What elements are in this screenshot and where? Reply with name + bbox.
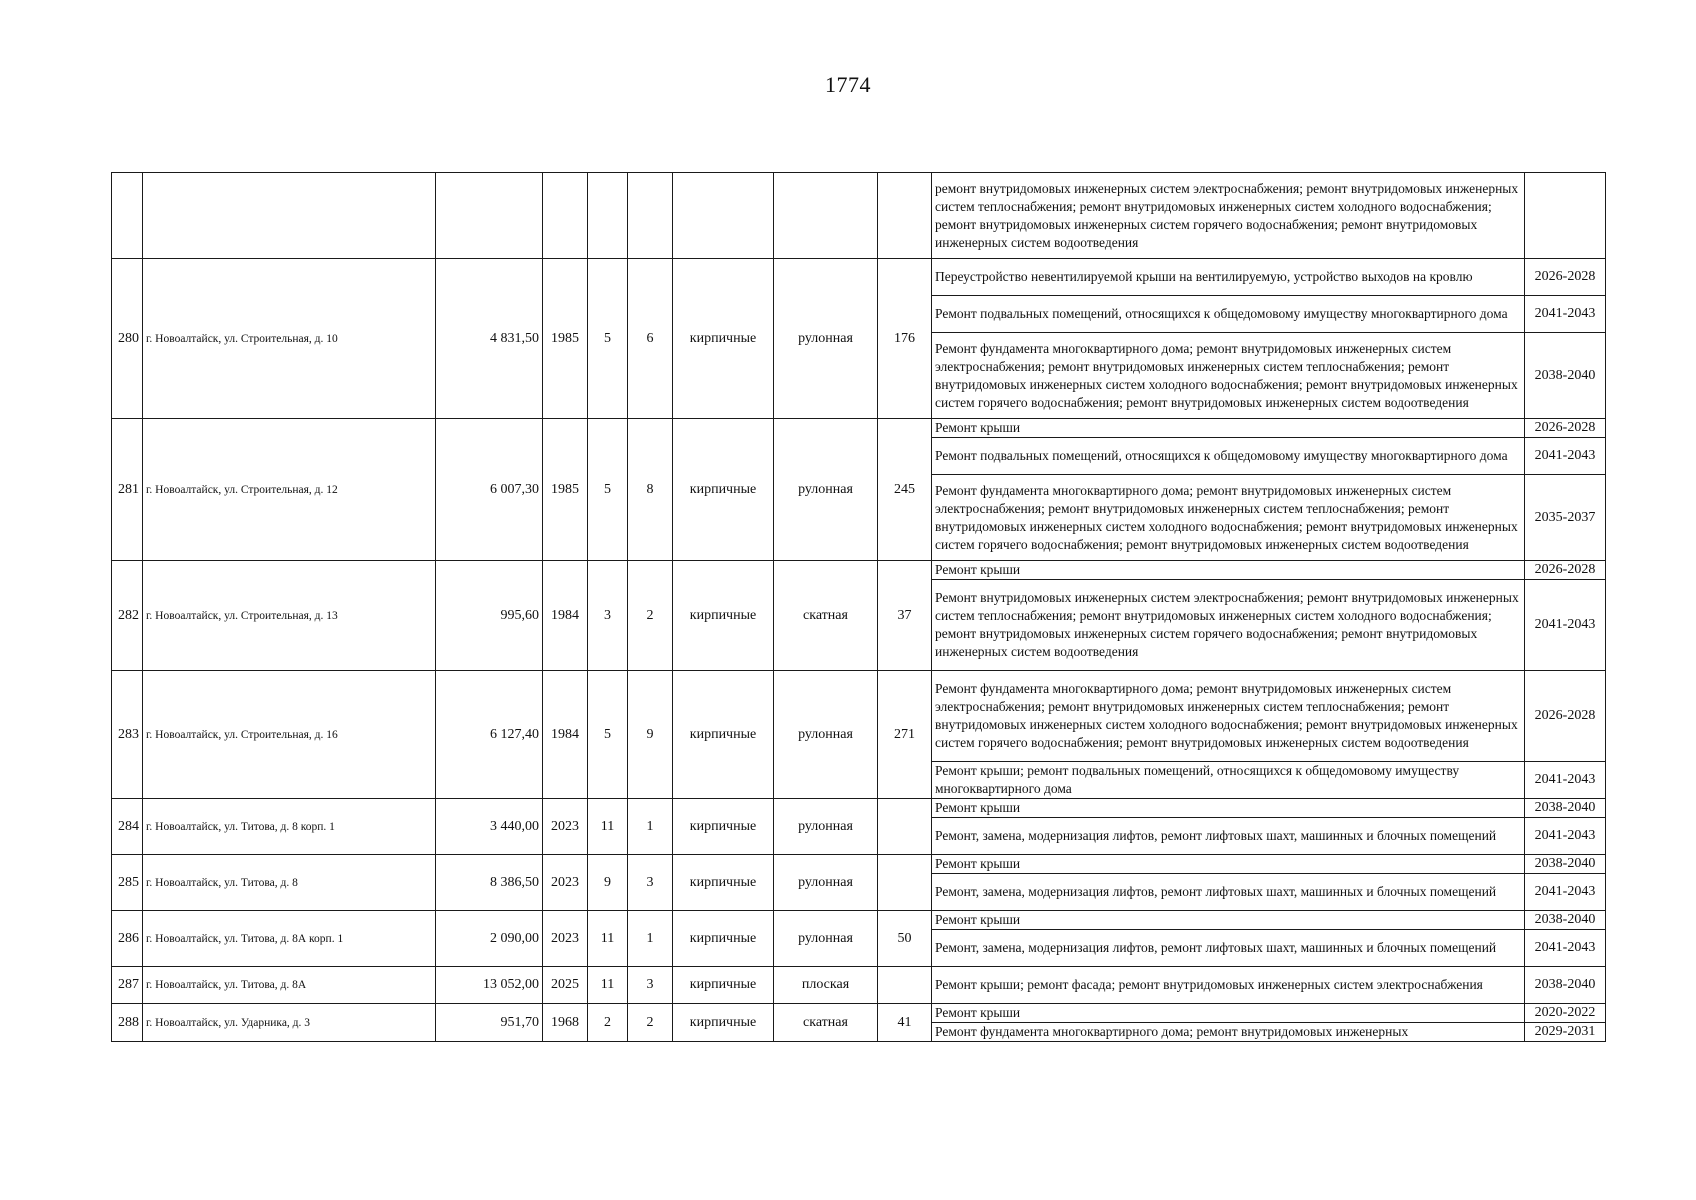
work-period: 2038-2040: [1525, 967, 1606, 1004]
table-row: [112, 1004, 1606, 1023]
roof-cell: плоская: [774, 967, 878, 1004]
walls-cell: кирпичные: [673, 419, 774, 561]
work-period: 2041-2043: [1525, 874, 1606, 911]
work-description: Ремонт крыши: [932, 1004, 1525, 1023]
row-number: 284: [112, 799, 143, 855]
address-cell: г. Новоалтайск, ул. Строительная, д. 16: [143, 671, 436, 799]
floors-cell: 3: [588, 561, 628, 671]
work-period: 2038-2040: [1525, 333, 1606, 419]
roof-cell: рулонная: [774, 419, 878, 561]
work-period: 2020-2022: [1525, 1004, 1606, 1023]
page-number: 1774: [825, 72, 871, 97]
walls-cell: кирпичные: [673, 911, 774, 967]
work-period: 2041-2043: [1525, 580, 1606, 671]
empty-cell: [628, 173, 673, 259]
work-description: Ремонт, замена, модернизация лифтов, ремонт лифтовых шахт, машинных и блочных помещений: [932, 874, 1525, 911]
work-description: Ремонт фундамента многоквартирного дома; ремонт внутридомовых инженерных систем электроснабжения; ремонт внутридомовых инженерных систем теплоснабжения; ремонт внутридомовых инженерных систем холодного водоснабжения; ремонт внутридомовых инженерных систем горячего водоснабжения; ремонт внутридомовых инженерных систем водоотведения: [932, 475, 1525, 561]
work-description: Ремонт фундамента многоквартирного дома; ремонт внутридомовых инженерных систем электроснабжения; ремонт внутридомовых инженерных систем теплоснабжения; ремонт внутридомовых инженерных систем холодного водоснабжения; ремонт внутридомовых инженерных систем горячего водоснабжения; ремонт внутридомовых инженерных систем водоотведения: [932, 671, 1525, 762]
work-period: 2026-2028: [1525, 259, 1606, 296]
row-number: 287: [112, 967, 143, 1004]
walls-cell: кирпичные: [673, 967, 774, 1004]
work-period: 2041-2043: [1525, 818, 1606, 855]
empty-cell: [436, 173, 543, 259]
year-cell: 1984: [543, 561, 588, 671]
work-period: [1525, 173, 1606, 259]
floors-cell: 5: [588, 671, 628, 799]
walls-cell: кирпичные: [673, 855, 774, 911]
address-cell: г. Новоалтайск, ул. Титова, д. 8А корп. 1: [143, 911, 436, 967]
roof-cell: рулонная: [774, 911, 878, 967]
entrances-cell: 3: [628, 855, 673, 911]
work-description: Ремонт крыши: [932, 799, 1525, 818]
entrances-cell: 3: [628, 967, 673, 1004]
area-cell: 4 831,50: [436, 259, 543, 419]
area-cell: 6 007,30: [436, 419, 543, 561]
residents-cell: 41: [878, 1004, 932, 1042]
address-cell: г. Новоалтайск, ул. Титова, д. 8А: [143, 967, 436, 1004]
table-row-continuation: [112, 173, 1606, 259]
floors-cell: 11: [588, 911, 628, 967]
work-description: ремонт внутридомовых инженерных систем электроснабжения; ремонт внутридомовых инженерных систем теплоснабжения; ремонт внутридомовых инженерных систем холодного водоснабжения; ремонт внутридомовых инженерных систем горячего водоснабжения; ремонт внутридомовых инженерных систем водоотведения: [932, 173, 1525, 259]
year-cell: 2023: [543, 799, 588, 855]
address-cell: г. Новоалтайск, ул. Титова, д. 8 корп. 1: [143, 799, 436, 855]
empty-cell: [878, 173, 932, 259]
residents-cell: 176: [878, 259, 932, 419]
table-row: [112, 967, 1606, 1004]
entrances-cell: 2: [628, 561, 673, 671]
empty-cell: [673, 173, 774, 259]
work-description: Ремонт подвальных помещений, относящихся к общедомовому имуществу многоквартирного дома: [932, 296, 1525, 333]
empty-cell: [543, 173, 588, 259]
year-cell: 1968: [543, 1004, 588, 1042]
floors-cell: 11: [588, 799, 628, 855]
work-description: Ремонт внутридомовых инженерных систем электроснабжения; ремонт внутридомовых инженерных систем теплоснабжения; ремонт внутридомовых инженерных систем холодного водоснабжения; ремонт внутридомовых инженерных систем горячего водоснабжения; ремонт внутридомовых инженерных систем водоотведения: [932, 580, 1525, 671]
work-description: Ремонт подвальных помещений, относящихся к общедомовому имуществу многоквартирного дома: [932, 438, 1525, 475]
work-period: 2038-2040: [1525, 911, 1606, 930]
work-description: Ремонт фундамента многоквартирного дома; ремонт внутридомовых инженерных: [932, 1023, 1525, 1042]
entrances-cell: 1: [628, 911, 673, 967]
row-number: 283: [112, 671, 143, 799]
year-cell: 2023: [543, 911, 588, 967]
work-period: 2041-2043: [1525, 762, 1606, 799]
area-cell: 951,70: [436, 1004, 543, 1042]
residents-cell: [878, 967, 932, 1004]
table-row: [112, 799, 1606, 818]
row-number: 281: [112, 419, 143, 561]
floors-cell: 5: [588, 259, 628, 419]
walls-cell: кирпичные: [673, 1004, 774, 1042]
entrances-cell: 2: [628, 1004, 673, 1042]
row-number: 285: [112, 855, 143, 911]
work-period: 2038-2040: [1525, 855, 1606, 874]
work-description: Ремонт, замена, модернизация лифтов, ремонт лифтовых шахт, машинных и блочных помещений: [932, 930, 1525, 967]
floors-cell: 11: [588, 967, 628, 1004]
address-cell: г. Новоалтайск, ул. Ударника, д. 3: [143, 1004, 436, 1042]
floors-cell: 2: [588, 1004, 628, 1042]
entrances-cell: 6: [628, 259, 673, 419]
roof-cell: скатная: [774, 561, 878, 671]
roof-cell: рулонная: [774, 671, 878, 799]
work-description: Переустройство невентилируемой крыши на вентилируемую, устройство выходов на кровлю: [932, 259, 1525, 296]
area-cell: 3 440,00: [436, 799, 543, 855]
walls-cell: кирпичные: [673, 799, 774, 855]
residents-cell: [878, 799, 932, 855]
residents-cell: [878, 855, 932, 911]
entrances-cell: 8: [628, 419, 673, 561]
table-row: [112, 259, 1606, 296]
residents-cell: 245: [878, 419, 932, 561]
area-cell: 2 090,00: [436, 911, 543, 967]
area-cell: 995,60: [436, 561, 543, 671]
table-row: [112, 561, 1606, 580]
year-cell: 2025: [543, 967, 588, 1004]
work-description: Ремонт, замена, модернизация лифтов, ремонт лифтовых шахт, машинных и блочных помещений: [932, 818, 1525, 855]
row-number: 288: [112, 1004, 143, 1042]
residents-cell: 50: [878, 911, 932, 967]
floors-cell: 9: [588, 855, 628, 911]
year-cell: 2023: [543, 855, 588, 911]
work-description: Ремонт крыши: [932, 911, 1525, 930]
year-cell: 1985: [543, 259, 588, 419]
work-period: 2026-2028: [1525, 419, 1606, 438]
roof-cell: скатная: [774, 1004, 878, 1042]
roof-cell: рулонная: [774, 855, 878, 911]
residents-cell: 37: [878, 561, 932, 671]
area-cell: 8 386,50: [436, 855, 543, 911]
work-period: 2041-2043: [1525, 930, 1606, 967]
address-cell: г. Новоалтайск, ул. Строительная, д. 10: [143, 259, 436, 419]
work-description: Ремонт крыши; ремонт фасада; ремонт внутридомовых инженерных систем электроснабжения: [932, 967, 1525, 1004]
walls-cell: кирпичные: [673, 259, 774, 419]
empty-cell: [143, 173, 436, 259]
year-cell: 1984: [543, 671, 588, 799]
entrances-cell: 1: [628, 799, 673, 855]
floors-cell: 5: [588, 419, 628, 561]
address-cell: г. Новоалтайск, ул. Титова, д. 8: [143, 855, 436, 911]
work-period: 2041-2043: [1525, 438, 1606, 475]
residents-cell: 271: [878, 671, 932, 799]
empty-cell: [774, 173, 878, 259]
work-description: Ремонт фундамента многоквартирного дома; ремонт внутридомовых инженерных систем электроснабжения; ремонт внутридомовых инженерных систем теплоснабжения; ремонт внутридомовых инженерных систем холодного водоснабжения; ремонт внутридомовых инженерных систем горячего водоснабжения; ремонт внутридомовых инженерных систем водоотведения: [932, 333, 1525, 419]
roof-cell: рулонная: [774, 259, 878, 419]
address-cell: г. Новоалтайск, ул. Строительная, д. 13: [143, 561, 436, 671]
entrances-cell: 9: [628, 671, 673, 799]
area-cell: 6 127,40: [436, 671, 543, 799]
work-description: Ремонт крыши: [932, 855, 1525, 874]
row-number: 286: [112, 911, 143, 967]
row-number: 282: [112, 561, 143, 671]
work-description: Ремонт крыши: [932, 419, 1525, 438]
work-description: Ремонт крыши: [932, 561, 1525, 580]
walls-cell: кирпичные: [673, 671, 774, 799]
empty-cell: [112, 173, 143, 259]
work-description: Ремонт крыши; ремонт подвальных помещений, относящихся к общедомовому имуществу многоквартирного дома: [932, 762, 1525, 799]
work-period: 2029-2031: [1525, 1023, 1606, 1042]
table-row: [112, 419, 1606, 438]
address-cell: г. Новоалтайск, ул. Строительная, д. 12: [143, 419, 436, 561]
work-period: 2035-2037: [1525, 475, 1606, 561]
work-period: 2038-2040: [1525, 799, 1606, 818]
walls-cell: кирпичные: [673, 561, 774, 671]
roof-cell: рулонная: [774, 799, 878, 855]
table-row: [112, 855, 1606, 874]
table-row: [112, 671, 1606, 762]
work-period: 2026-2028: [1525, 561, 1606, 580]
empty-cell: [588, 173, 628, 259]
row-number: 280: [112, 259, 143, 419]
area-cell: 13 052,00: [436, 967, 543, 1004]
work-period: 2026-2028: [1525, 671, 1606, 762]
year-cell: 1985: [543, 419, 588, 561]
work-period: 2041-2043: [1525, 296, 1606, 333]
table-row: [112, 911, 1606, 930]
capital-repair-table: [111, 172, 1606, 1042]
